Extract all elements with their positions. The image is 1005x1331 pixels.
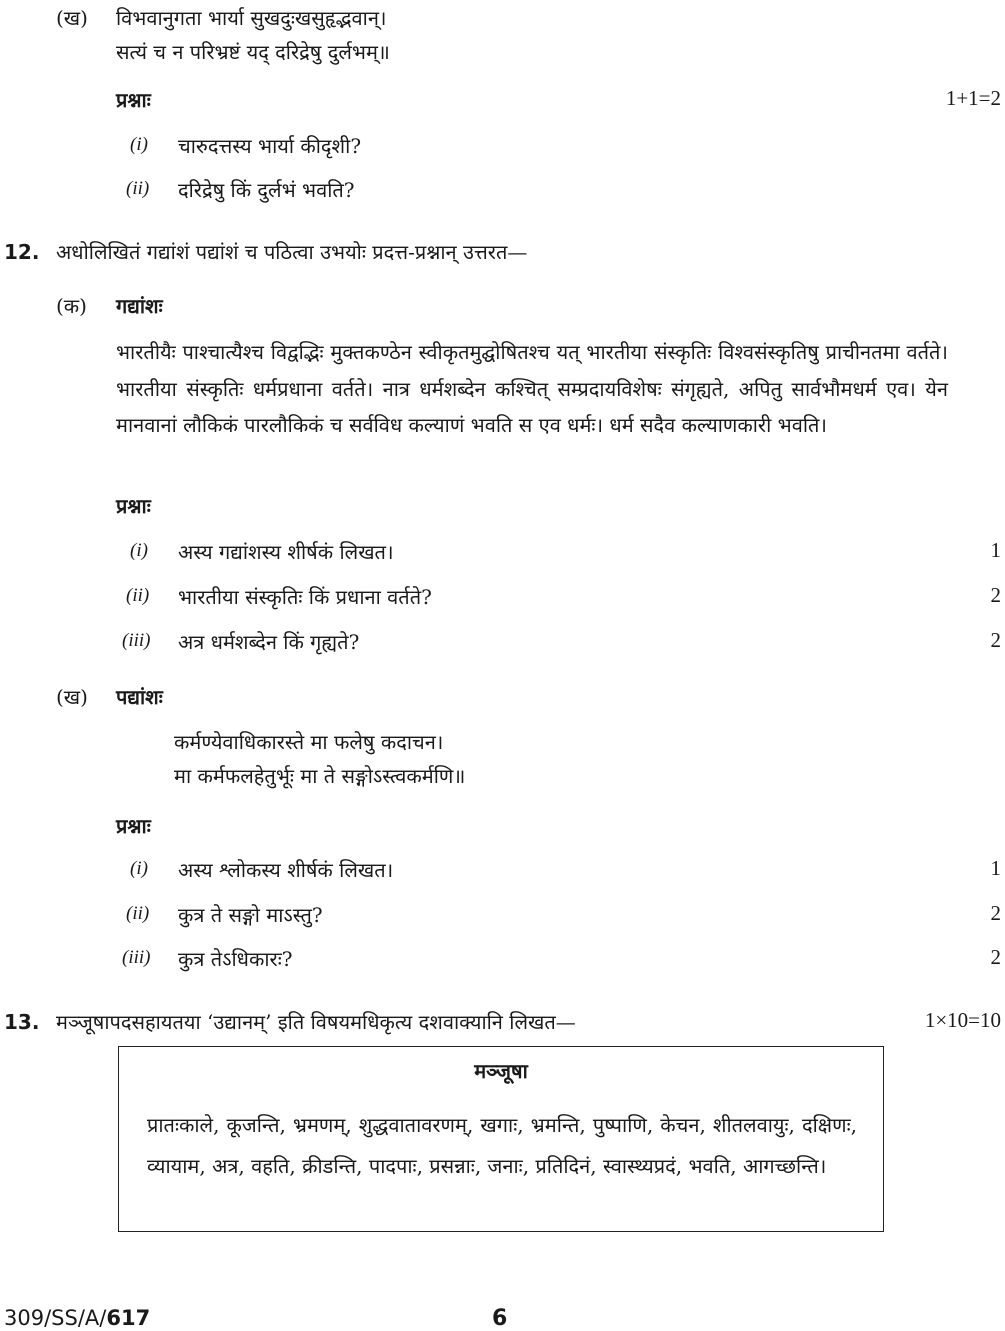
paper-code-prefix: 309/SS/A/	[4, 1306, 107, 1330]
q12a-q1-text: अस्य गद्यांशस्य शीर्षकं लिखत।	[178, 540, 394, 564]
q11b-q1-number: (i)	[130, 134, 148, 155]
q11b-q2-text: दरिद्रेषु किं दुर्लभं भवति?	[178, 178, 355, 202]
q12b-prashna-heading: प्रश्नाः	[116, 814, 151, 838]
paper-code-number: 617	[106, 1306, 151, 1330]
q12b-q3-marks: 2	[990, 945, 1001, 969]
q12a-q3-marks: 2	[990, 628, 1001, 652]
q12a-q3-text: अत्र धर्मशब्देन किं गृह्यते?	[178, 630, 360, 654]
q12a-label: (क)	[56, 294, 87, 318]
manjusha-title: मञ्जूषा	[474, 1059, 528, 1083]
q13-number: 13.	[4, 1010, 40, 1034]
q12a-passage: भारतीयैः पाश्चात्यैश्च विद्वद्भिः मुक्तकण्ठेन स्वीकृतमुद्घोषितश्च यत् भारतीया संस्कृतिः विश्वसंस्कृतिषु प्राचीनतमा वर्तते। भारतीया संस्कृतिः धर्मप्रधाना वर्तते। नात्र धर्मशब्देन कश्चित् सम्प्रदायविशेषः संगृह्यते, अपितु सार्वभौमधर्म एव। येन मानवानां लौकिकं पारलौकिकं च सर्वविध कल्याणं भवति स एव धर्मः। धर्म सदैव कल्याणकारी भवति।	[116, 340, 948, 437]
q12b-q1-text: अस्य श्लोकस्य शीर्षकं लिखत।	[178, 858, 394, 882]
q13-marks: 1×10=10	[924, 1008, 1001, 1032]
q11b-label: (ख)	[56, 6, 88, 30]
q12a-q2-number: (ii)	[126, 585, 150, 606]
q12b-verse-line-2: मा कर्मफलहेतुर्भूः मा ते सङ्गोऽस्त्वकर्मणि॥	[174, 764, 466, 788]
manjusha-words: प्रातःकाले, कूजन्ति, भ्रमणम्, शुद्धवातावरणम्, खगाः, भ्रमन्ति, पुष्पाणि, केचन, शीतलवायुः, दक्षिणः, व्यायाम, अत्र, वहति, क्रीडन्ति, पादपाः, प्रसन्नाः, जनाः, प्रतिदिनं, स्वास्थ्यप्रदं, भवति, आगच्छन्ति।	[147, 1113, 857, 1178]
q11b-q1-text: चारुदत्तस्य भार्या कीदृशी?	[178, 134, 362, 158]
q12a-q2-marks: 2	[990, 583, 1001, 607]
q12a-heading: गद्यांशः	[116, 294, 163, 318]
q12b-q2-marks: 2	[990, 901, 1001, 925]
q12a-q3-number: (iii)	[122, 630, 151, 651]
q11b-q2-number: (ii)	[126, 178, 150, 199]
paper-code	[4, 1306, 150, 1330]
q12b-q2-text: कुत्र ते सङ्गो माऽस्तु?	[178, 903, 323, 927]
manjusha-word-box	[118, 1046, 884, 1232]
q12b-q3-number: (iii)	[122, 947, 151, 968]
q12a-q1-marks: 1	[990, 538, 1001, 562]
q12b-label: (ख)	[56, 685, 88, 709]
q12a-q1-number: (i)	[130, 540, 148, 561]
q11b-verse-line-2: सत्यं च न परिभ्रष्टं यद् दरिद्रेषु दुर्लभम्॥	[116, 40, 390, 64]
page-number: 6	[492, 1306, 508, 1331]
q11b-marks: 1+1=2	[945, 86, 1001, 110]
q12b-heading: पद्यांशः	[116, 685, 163, 709]
q13-instruction: मञ्जूषापदसहायतया ‘उद्यानम्’ इति विषयमधिकृत्य दशवाक्यानि लिखत—	[56, 1010, 576, 1034]
q12-number: 12.	[4, 240, 40, 264]
q11b-verse-line-1: विभवानुगता भार्या सुखदुःखसुहृद्भवान्।	[116, 6, 387, 30]
q12b-q2-number: (ii)	[126, 903, 150, 924]
q12-instruction: अधोलिखितं गद्यांशं पद्यांशं च पठित्वा उभयोः प्रदत्त-प्रश्नान् उत्तरत—	[56, 240, 528, 264]
q12b-q1-marks: 1	[990, 856, 1001, 880]
q12b-verse-line-1: कर्मण्येवाधिकारस्ते मा फलेषु कदाचन।	[174, 730, 444, 754]
q12a-q2-text: भारतीया संस्कृतिः किं प्रधाना वर्तते?	[178, 585, 432, 609]
q12a-prashna-heading: प्रश्नाः	[116, 494, 151, 518]
q12b-q3-text: कुत्र तेऽधिकारः?	[178, 947, 293, 971]
q11b-prashna-heading: प्रश्नाः	[116, 88, 151, 112]
q12b-q1-number: (i)	[130, 858, 148, 879]
